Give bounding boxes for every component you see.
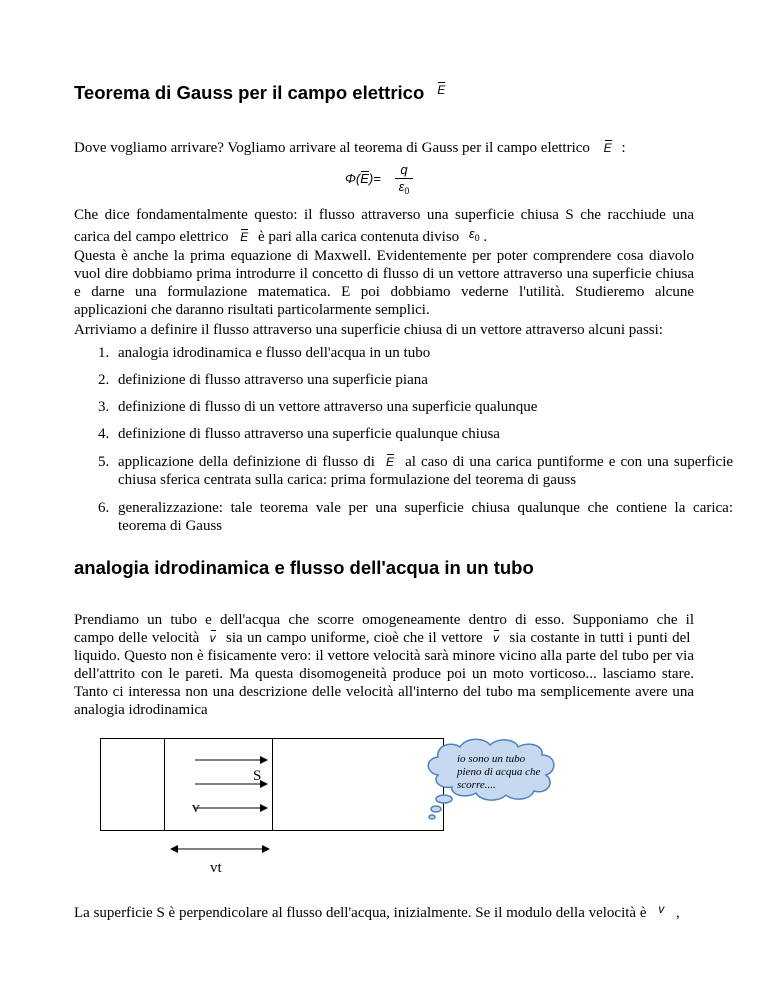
formula-phi: Φ( <box>345 171 361 186</box>
list-item <box>98 344 733 362</box>
list-number: 4. <box>98 426 110 442</box>
paragraph-2 <box>74 247 694 319</box>
formula-denominator <box>395 180 413 198</box>
paragraph-4 <box>74 611 694 719</box>
list-text: definizione di flusso di un vettore attraverso una superficie qualunque <box>118 399 538 415</box>
list-number: 6. <box>98 500 110 516</box>
formula-equals: )= <box>368 171 381 186</box>
list-number: 5. <box>98 454 110 470</box>
p3-text: Arriviamo a definire il flusso attraverso una superficie chiusa di un vettore attraverso alcuni passi: <box>74 322 663 338</box>
p1-text-b: è pari alla carica contenuta diviso <box>258 229 460 245</box>
list-text-a: applicazione della definizione di flusso di <box>118 454 375 470</box>
formula-numerator: q <box>400 162 408 177</box>
arrowhead-icon <box>262 845 270 853</box>
section-title: analogia idrodinamica e flusso dell'acqua in un tubo <box>74 557 534 578</box>
formula-fraction <box>395 163 413 198</box>
list-text: definizione di flusso attraverso una superficie piana <box>118 372 428 388</box>
vector-v-symbol: v <box>493 631 499 645</box>
steps-list <box>98 344 734 544</box>
page-title <box>74 84 445 102</box>
vector-e-symbol: E <box>603 141 612 155</box>
paragraph-5 <box>74 904 680 922</box>
p1-sub: 0 <box>474 233 480 243</box>
p4-rest: liquido. Questo non è fisicamente vero: il vettore velocità sarà minore vicino alla parte del tubo per via dell'attrito con le pareti. Ma questa disomogeneità produce poi un moto vorticoso... lasciamo stare. Tanto ci interessa non una descrizione delle velocità all'interno del tubo ma semplicemente avere una analogia idrodinamica <box>74 648 694 718</box>
arrowhead-icon <box>260 756 268 764</box>
formula-epsilon: ε <box>398 179 405 194</box>
gauss-formula <box>345 163 435 199</box>
vt-label: vt <box>210 860 222 876</box>
p2-text: Questa è anche la prima equazione di Maxwell. Evidentemente per poter comprendere cosa diavolo vuol dire dobbiamo prima introdurre il concetto di flusso di un vettore attraverso una superficie chiusa e darne una formulazione matematica. E poi dobbiamo vederne l'utilità. Studieremo alcune applicazioni che daranno risultati particolarmente semplici. <box>74 248 694 318</box>
list-number: 1. <box>98 345 110 361</box>
p1-line1: Che dice fondamentalmente questo: il flusso attraverso una superficie chiusa S che racchiude una <box>74 207 694 223</box>
list-item <box>98 371 733 389</box>
list-text: generalizzazione: tale teorema vale per una superficie chiusa qualunque che contiene la carica: teorema di Gauss <box>118 500 733 534</box>
velocity-label: v <box>192 800 200 816</box>
vector-v-symbol: v <box>209 631 216 645</box>
paragraph-1 <box>74 206 694 250</box>
intro-colon: : <box>621 140 626 156</box>
arrowhead-icon <box>170 845 178 853</box>
list-text: definizione di flusso attraverso una superficie qualunque chiusa <box>118 426 500 442</box>
p4-text-b: sia un campo uniforme, cioè che il vettore <box>226 630 483 646</box>
formula-sub: 0 <box>404 186 410 196</box>
list-text: analogia idrodinamica e flusso dell'acqua in un tubo <box>118 345 431 361</box>
p4-line2 <box>74 629 694 647</box>
vector-e-symbol: E <box>240 230 249 244</box>
vector-e-symbol: E <box>437 83 446 97</box>
arrowhead-icon <box>260 804 268 812</box>
p4-text-c: sia costante in tutti i punti del <box>509 630 691 646</box>
list-number: 3. <box>98 399 110 415</box>
list-text <box>118 453 733 489</box>
p5-text: La superficie S è perpendicolare al flusso dell'acqua, inizialmente. Se il modulo della velocità è <box>74 905 647 921</box>
intro-text: Dove vogliamo arrivare? Vogliamo arrivare al teorema di Gauss per il campo elettrico <box>74 140 590 156</box>
p5-end: , <box>676 905 680 921</box>
list-item <box>98 425 733 443</box>
p1-end: . <box>483 229 488 245</box>
p1-epsilon: ε <box>468 226 475 241</box>
list-item <box>98 398 733 416</box>
tube-diagram <box>100 735 660 885</box>
title-text: Teorema di Gauss per il campo elettrico <box>74 82 425 103</box>
p4-line1: Prendiamo un tubo e dell'acqua che scorre omogeneamente dentro di esso. Supponiamo che il <box>74 612 694 628</box>
list-number: 2. <box>98 372 110 388</box>
formula-lhs <box>345 170 381 188</box>
surface-label: S <box>253 768 262 784</box>
intro-line <box>74 139 626 157</box>
list-item <box>98 499 733 535</box>
vector-e-symbol: E <box>360 171 369 186</box>
p1-text-a: carica del campo elettrico <box>74 229 229 245</box>
paragraph-3 <box>74 321 663 339</box>
list-text-b: al caso di una carica puntiforme e con una superficie chiusa sferica centrata sulla carica: prima formulazione del teorema di gauss <box>118 454 734 488</box>
cloud-text: io sono un tubo pieno di acqua che scorre.... <box>457 753 541 791</box>
p4-text-a: campo delle velocità <box>74 630 200 646</box>
vector-e-symbol: E <box>386 455 395 469</box>
velocity-symbol: v <box>658 902 665 916</box>
tube-figure <box>100 735 660 885</box>
list-item <box>98 453 734 489</box>
